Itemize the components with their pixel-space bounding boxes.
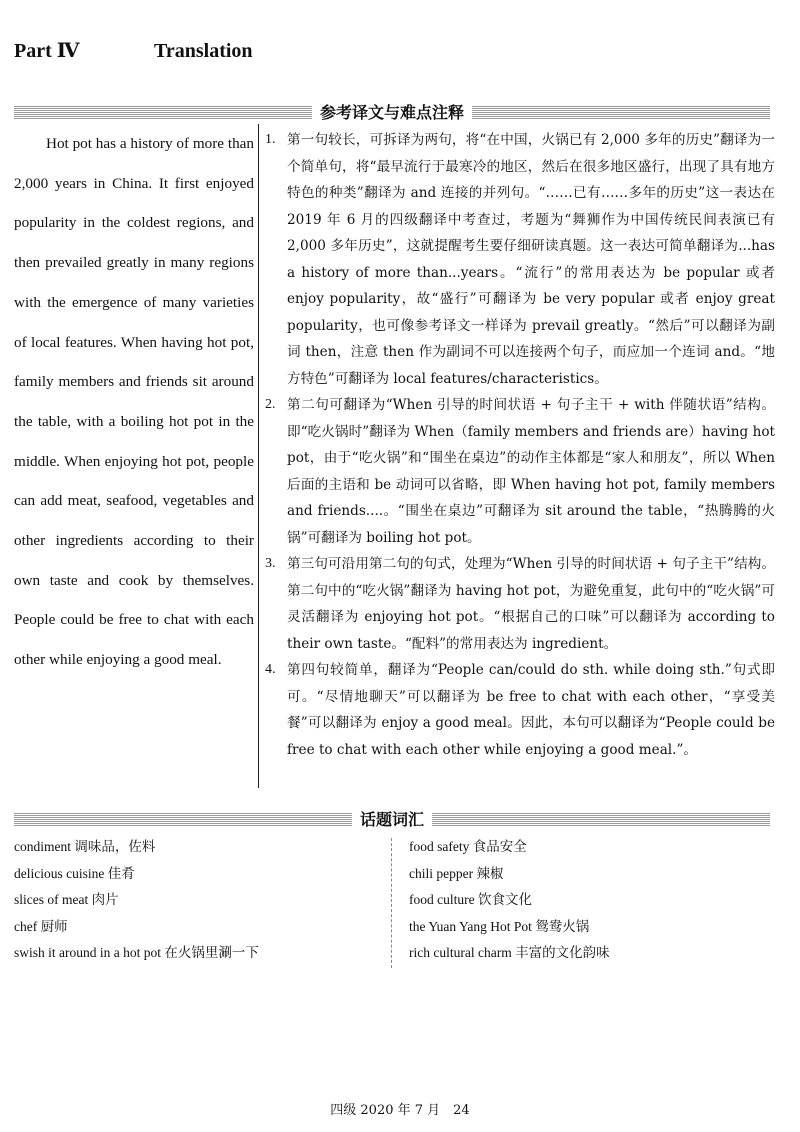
note-item	[265, 551, 775, 657]
note-item	[265, 392, 775, 551]
reference-translation-text: Hot pot has a history of more than 2,000 years in China. It first enjoyed popularity in the coldest regions, and then prevailed greatly in many regions with the emergence of many varieties of local features. When having hot pot, family members and friends sit around the table, with a boiling hot pot in the middle. When enjoying hot pot, people can add meat, seafood, vegetables and other ingredients according to their own taste and cook by themselves. People could be free to chat with each other while enjoying a good meal.	[14, 135, 254, 669]
vocab-section-title: 话题词汇	[352, 807, 432, 830]
vocab-item: chef 厨师	[14, 918, 68, 934]
note-text: 第四句较简单，翻译为“People can/could do sth. while doing sth.”句式即可。“尽情地聊天”可以翻译为 be free to chat with each other，“享受美餐”可以翻译为 enjoy a good meal。因此，本句可以翻译为“People could be free to chat with each other while enjoying a good meal.”。	[287, 662, 775, 758]
column-divider	[258, 124, 259, 788]
note-item	[265, 657, 775, 763]
reference-section-bar	[14, 103, 770, 120]
page-footer: 四级 2020 年 7 月 24	[330, 1103, 470, 1118]
note-text: 第三句可沿用第二句的句式，处理为“When 引导的时间状语 + 句子主干”结构。第二句中的“吃火锅”翻译为 having hot pot，为避免重复，此句中的“吃火锅”可灵活翻译为 enjoying hot pot。“根据自己的口味”可以翻译为 according to their own taste。“配料”的常用表达为 ingredient。	[287, 556, 775, 652]
translation-notes	[265, 127, 775, 763]
vocab-item: chili pepper 辣椒	[409, 865, 504, 881]
vocab-divider	[391, 838, 392, 968]
part-heading	[14, 38, 253, 63]
reference-section-title: 参考译文与难点注释	[312, 100, 472, 123]
note-number: 4.	[265, 662, 276, 677]
vocab-list-right	[409, 834, 610, 967]
part-title: Translation	[154, 40, 253, 62]
note-number: 2.	[265, 397, 276, 412]
vocab-item: food safety 食品安全	[409, 839, 527, 854]
note-number: 3.	[265, 556, 276, 571]
vocab-item: condiment 调味品，佐料	[14, 839, 156, 854]
vocab-item: food culture 饮食文化	[409, 892, 532, 907]
vocab-list-left	[14, 834, 259, 967]
reference-translation	[14, 124, 254, 680]
vocab-item: rich cultural charm 丰富的文化韵味	[409, 945, 610, 960]
vocab-item: the Yuan Yang Hot Pot 鸳鸯火锅	[409, 918, 590, 934]
vocab-item: slices of meat 肉片	[14, 892, 119, 907]
vocab-item: swish it around in a hot pot 在火锅里涮一下	[14, 945, 259, 960]
vocab-section-bar	[14, 810, 770, 827]
note-text: 第一句较长，可拆译为两句，将“在中国，火锅已有 2,000 多年的历史”翻译为一个简单句，将“最早流行于最寒冷的地区，然后在很多地区盛行，出现了具有地方特色的种类”翻译为 and 连接的并列句。“……已有……多年的历史”这一表达在 2019 年 6 月的四级翻译中考查过，考题为“舞狮作为中国传统民间表演已有 2,000 多年历史”，这就提醒考生要仔细研读真题。这一表达可简单翻译为...has a history of more than...years。“流行”的常用表达为 be popular 或者 enjoy popularity，故“盛行”可翻译为 be very popular 或者 enjoy great popularity，也可像参考译文一样译为 prevail greatly。“然后”可以翻译为副词 then，注意 then 作为副词不可以连接两个句子，而应加一个连词 and。“地方特色”可翻译为 local features/characteristics。	[287, 132, 775, 387]
note-text: 第二句可翻译为“When 引导的时间状语 + 句子主干 + with 伴随状语”结构。即“吃火锅时”翻译为 When（family members and friends are）having hot pot，由于“吃火锅”和“围坐在桌边”的动作主体都是“家人和朋友”，所以 When 后面的主语和 be 动词可以省略，即 When having hot pot, family members and friends....。“围坐在桌边”可翻译为 sit around the table，“热腾腾的火锅”可翻译为 boiling hot pot。	[287, 397, 775, 546]
note-item	[265, 127, 775, 392]
part-number: Part Ⅳ	[14, 40, 80, 62]
note-number: 1.	[265, 132, 276, 147]
vocab-item: delicious cuisine 佳肴	[14, 865, 135, 881]
